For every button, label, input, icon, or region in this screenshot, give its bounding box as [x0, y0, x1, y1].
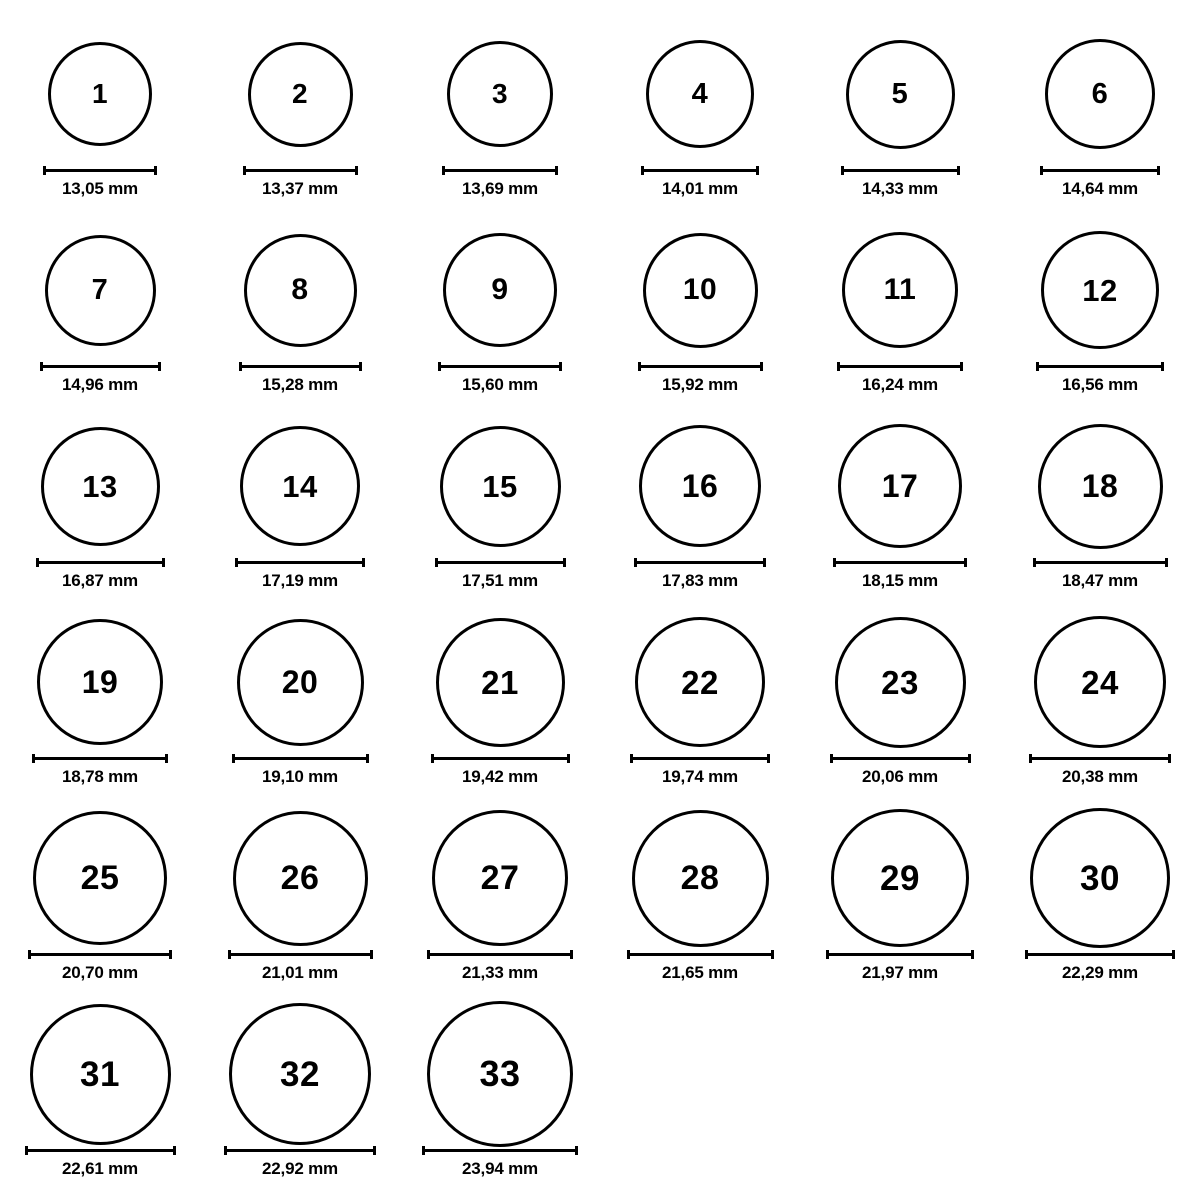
ring-size-cell — [400, 18, 600, 214]
measure-bar-icon — [638, 362, 763, 371]
measure-bar-line — [442, 169, 558, 172]
ring-size-cell — [0, 802, 200, 998]
ring-circle-wrap — [1041, 214, 1159, 366]
ring-size-number: 9 — [491, 273, 509, 306]
diameter-label: 22,29 mm — [1062, 963, 1138, 982]
ring-size-cell — [1000, 606, 1200, 802]
diameter-label: 21,65 mm — [662, 963, 738, 982]
ring-circle-wrap — [447, 18, 553, 170]
ring-size-number: 1 — [91, 78, 109, 109]
diameter-label: 20,06 mm — [862, 767, 938, 786]
ring-circle — [838, 424, 962, 548]
measure-bar-line — [837, 365, 963, 368]
ring-size-cell — [0, 214, 200, 410]
diameter-measure — [235, 558, 365, 591]
ring-size-cell — [600, 214, 800, 410]
ring-size-number: 27 — [480, 859, 520, 897]
measure-bar-icon — [28, 950, 172, 959]
measure-bar-line — [1033, 561, 1168, 564]
diameter-label: 17,51 mm — [462, 571, 538, 590]
ring-size-cell — [200, 18, 400, 214]
measure-bar-line — [239, 365, 362, 368]
ring-size-cell — [0, 998, 200, 1194]
ring-circle-wrap — [443, 214, 557, 366]
ring-size-number: 28 — [680, 859, 720, 897]
ring-size-number: 33 — [479, 1053, 521, 1094]
measure-bar-icon — [826, 950, 974, 959]
ring-circle — [1045, 39, 1155, 149]
diameter-label: 21,33 mm — [462, 963, 538, 982]
diameter-measure — [422, 1146, 578, 1179]
ring-size-cell — [600, 410, 800, 606]
ring-circle-wrap — [1030, 802, 1170, 954]
diameter-label: 18,47 mm — [1062, 571, 1138, 590]
diameter-measure — [28, 950, 172, 983]
measure-bar-line — [841, 169, 960, 172]
ring-size-number: 32 — [280, 1054, 320, 1094]
diameter-label: 20,70 mm — [62, 963, 138, 982]
ring-circle-wrap — [835, 606, 966, 758]
measure-bar-icon — [630, 754, 770, 763]
diameter-label: 15,28 mm — [262, 375, 338, 394]
measure-bar-icon — [427, 950, 573, 959]
measure-bar-line — [422, 1149, 578, 1152]
diameter-label: 18,78 mm — [62, 767, 138, 786]
ring-size-cell — [1000, 214, 1200, 410]
ring-size-number: 26 — [280, 859, 320, 897]
ring-circle-wrap — [1038, 410, 1163, 562]
measure-bar-icon — [1025, 950, 1175, 959]
measure-bar-icon — [435, 558, 566, 567]
measure-bar-line — [641, 169, 759, 172]
measure-bar-icon — [641, 166, 759, 175]
diameter-measure — [638, 362, 763, 395]
ring-circle-wrap — [635, 606, 765, 758]
diameter-label: 14,96 mm — [62, 375, 138, 394]
ring-circle-wrap — [41, 410, 160, 562]
ring-circle — [233, 811, 368, 946]
diameter-measure — [435, 558, 566, 591]
ring-circle-wrap — [846, 18, 955, 170]
measure-bar-icon — [235, 558, 365, 567]
ring-circle — [842, 232, 958, 348]
ring-size-number: 16 — [681, 468, 719, 504]
ring-circle — [1041, 231, 1159, 349]
ring-circle — [643, 233, 758, 348]
measure-bar-line — [833, 561, 967, 564]
ring-size-number: 10 — [682, 273, 718, 306]
ring-circle-wrap — [237, 606, 364, 758]
ring-size-cell — [800, 606, 1000, 802]
ring-size-number: 25 — [80, 859, 120, 897]
measure-bar-line — [1029, 757, 1171, 760]
ring-size-cell — [1000, 410, 1200, 606]
ring-circle-wrap — [838, 410, 962, 562]
diameter-label: 21,97 mm — [862, 963, 938, 982]
ring-size-cell — [600, 18, 800, 214]
diameter-measure — [841, 166, 960, 199]
ring-circle-wrap — [244, 214, 357, 366]
measure-bar-line — [627, 953, 774, 956]
diameter-measure — [431, 754, 570, 787]
measure-bar-icon — [837, 362, 963, 371]
ring-circle-wrap — [436, 606, 565, 758]
ring-size-cell — [0, 18, 200, 214]
measure-bar-line — [830, 757, 971, 760]
diameter-label: 18,15 mm — [862, 571, 938, 590]
diameter-measure — [228, 950, 373, 983]
diameter-label: 22,92 mm — [262, 1159, 338, 1178]
ring-circle-wrap — [842, 214, 958, 366]
diameter-label: 19,74 mm — [662, 767, 738, 786]
ring-size-cell — [200, 606, 400, 802]
ring-size-number: 3 — [491, 78, 509, 109]
diameter-measure — [224, 1146, 376, 1179]
measure-bar-icon — [422, 1146, 578, 1155]
ring-circle-wrap — [632, 802, 769, 954]
ring-circle — [427, 1001, 573, 1147]
ring-circle-wrap — [30, 998, 171, 1150]
ring-size-cell — [1000, 18, 1200, 214]
diameter-measure — [36, 558, 165, 591]
ring-size-cell — [400, 214, 600, 410]
diameter-label: 13,69 mm — [462, 179, 538, 198]
ring-size-cell — [400, 998, 600, 1194]
ring-size-cell — [200, 998, 400, 1194]
ring-size-number: 29 — [880, 858, 920, 898]
ring-circle — [45, 235, 156, 346]
measure-bar-line — [40, 365, 161, 368]
ring-circle-wrap — [646, 18, 754, 170]
ring-circle — [37, 619, 163, 745]
ring-size-cell — [200, 214, 400, 410]
measure-bar-icon — [224, 1146, 376, 1155]
ring-circle — [436, 618, 565, 747]
diameter-measure — [1033, 558, 1168, 591]
measure-bar-line — [1040, 169, 1160, 172]
measure-bar-line — [427, 953, 573, 956]
measure-bar-icon — [36, 558, 165, 567]
measure-bar-line — [25, 1149, 176, 1152]
measure-bar-line — [634, 561, 766, 564]
ring-size-number: 18 — [1081, 468, 1119, 504]
measure-bar-line — [32, 757, 168, 760]
ring-size-number: 30 — [1080, 858, 1120, 898]
ring-size-cell — [800, 410, 1000, 606]
diameter-measure — [826, 950, 974, 983]
diameter-measure — [830, 754, 971, 787]
diameter-label: 21,01 mm — [262, 963, 338, 982]
ring-circle — [831, 809, 969, 947]
ring-circle — [846, 40, 955, 149]
diameter-measure — [40, 362, 161, 395]
ring-size-number: 19 — [81, 664, 119, 700]
measure-bar-line — [243, 169, 358, 172]
measure-bar-line — [438, 365, 562, 368]
ring-circle-wrap — [233, 802, 368, 954]
ring-size-cell — [400, 606, 600, 802]
ring-size-number: 2 — [291, 78, 309, 109]
diameter-label: 20,38 mm — [1062, 767, 1138, 786]
ring-size-cell — [400, 802, 600, 998]
measure-bar-icon — [32, 754, 168, 763]
measure-bar-icon — [239, 362, 362, 371]
ring-size-number: 17 — [881, 468, 919, 504]
ring-circle-wrap — [639, 410, 761, 562]
diameter-label: 14,01 mm — [662, 179, 738, 198]
measure-bar-line — [630, 757, 770, 760]
ring-size-number: 11 — [883, 273, 917, 306]
ring-size-cell — [600, 802, 800, 998]
ring-circle — [443, 233, 557, 347]
ring-size-number: 23 — [881, 663, 919, 701]
measure-bar-icon — [40, 362, 161, 371]
diameter-measure — [833, 558, 967, 591]
measure-bar-line — [28, 953, 172, 956]
measure-bar-icon — [243, 166, 358, 175]
ring-circle-wrap — [432, 802, 568, 954]
measure-bar-line — [232, 757, 369, 760]
measure-bar-icon — [634, 558, 766, 567]
ring-circle — [229, 1003, 371, 1145]
measure-bar-icon — [431, 754, 570, 763]
ring-circle — [244, 234, 357, 347]
diameter-label: 16,87 mm — [62, 571, 138, 590]
ring-size-cell — [400, 410, 600, 606]
measure-bar-icon — [627, 950, 774, 959]
ring-size-number: 8 — [291, 273, 309, 306]
measure-bar-line — [1025, 953, 1175, 956]
ring-size-number: 5 — [891, 77, 909, 110]
diameter-label: 19,10 mm — [262, 767, 338, 786]
measure-bar-icon — [1040, 166, 1160, 175]
measure-bar-icon — [438, 362, 562, 371]
ring-circle — [447, 41, 553, 147]
ring-circle-wrap — [643, 214, 758, 366]
diameter-label: 22,61 mm — [62, 1159, 138, 1178]
measure-bar-icon — [833, 558, 967, 567]
ring-size-number: 24 — [1081, 663, 1119, 701]
diameter-measure — [442, 166, 558, 199]
ring-circle-wrap — [248, 18, 353, 170]
diameter-measure — [1036, 362, 1164, 395]
diameter-measure — [627, 950, 774, 983]
ring-circle — [237, 619, 364, 746]
diameter-label: 16,56 mm — [1062, 375, 1138, 394]
ring-size-number: 22 — [681, 663, 719, 701]
diameter-label: 15,92 mm — [662, 375, 738, 394]
diameter-label: 14,33 mm — [862, 179, 938, 198]
ring-size-number: 13 — [82, 468, 118, 504]
measure-bar-icon — [1036, 362, 1164, 371]
diameter-measure — [43, 166, 157, 199]
measure-bar-line — [638, 365, 763, 368]
diameter-measure — [837, 362, 963, 395]
diameter-label: 15,60 mm — [462, 375, 538, 394]
ring-circle-wrap — [37, 606, 163, 758]
ring-size-number: 14 — [282, 468, 318, 504]
ring-circle — [1030, 808, 1170, 948]
diameter-measure — [1025, 950, 1175, 983]
measure-bar-line — [36, 561, 165, 564]
diameter-measure — [634, 558, 766, 591]
diameter-label: 23,94 mm — [462, 1159, 538, 1178]
ring-size-number: 7 — [91, 273, 109, 306]
diameter-label: 17,19 mm — [262, 571, 338, 590]
diameter-measure — [438, 362, 562, 395]
diameter-measure — [427, 950, 573, 983]
ring-circle-wrap — [1034, 606, 1166, 758]
ring-size-cell — [200, 802, 400, 998]
diameter-measure — [1040, 166, 1160, 199]
measure-bar-icon — [1033, 558, 1168, 567]
ring-circle — [48, 42, 152, 146]
ring-circle — [41, 427, 160, 546]
ring-circle-wrap — [48, 18, 152, 170]
ring-size-cell — [800, 802, 1000, 998]
diameter-measure — [630, 754, 770, 787]
ring-size-number: 6 — [1091, 77, 1109, 110]
diameter-label: 19,42 mm — [462, 767, 538, 786]
measure-bar-icon — [841, 166, 960, 175]
ring-circle — [632, 810, 769, 947]
measure-bar-line — [228, 953, 373, 956]
measure-bar-line — [235, 561, 365, 564]
diameter-measure — [1029, 754, 1171, 787]
diameter-label: 14,64 mm — [1062, 179, 1138, 198]
ring-size-number: 20 — [281, 664, 319, 700]
ring-size-cell — [600, 606, 800, 802]
ring-circle-wrap — [440, 410, 561, 562]
measure-bar-line — [1036, 365, 1164, 368]
ring-circle — [432, 810, 568, 946]
diameter-measure — [25, 1146, 176, 1179]
measure-bar-line — [43, 169, 157, 172]
ring-circle — [1038, 424, 1163, 549]
ring-size-cell — [0, 410, 200, 606]
diameter-measure — [641, 166, 759, 199]
ring-circle — [639, 425, 761, 547]
ring-circle — [635, 617, 765, 747]
measure-bar-icon — [442, 166, 558, 175]
ring-size-number: 4 — [691, 77, 709, 110]
ring-circle-wrap — [1045, 18, 1155, 170]
ring-circle-wrap — [33, 802, 167, 954]
measure-bar-line — [826, 953, 974, 956]
ring-circle-wrap — [427, 998, 573, 1150]
ring-circle — [30, 1004, 171, 1145]
measure-bar-line — [435, 561, 566, 564]
measure-bar-line — [224, 1149, 376, 1152]
ring-circle — [1034, 616, 1166, 748]
measure-bar-icon — [1029, 754, 1171, 763]
diameter-measure — [32, 754, 168, 787]
ring-circle — [440, 426, 561, 547]
ring-size-cell — [800, 18, 1000, 214]
ring-size-grid — [0, 18, 1200, 1194]
diameter-measure — [232, 754, 369, 787]
ring-size-cell — [0, 606, 200, 802]
diameter-label: 13,37 mm — [262, 179, 338, 198]
ring-size-cell — [1000, 802, 1200, 998]
measure-bar-icon — [228, 950, 373, 959]
ring-circle-wrap — [229, 998, 371, 1150]
measure-bar-icon — [43, 166, 157, 175]
diameter-label: 13,05 mm — [62, 179, 138, 198]
ring-circle-wrap — [240, 410, 360, 562]
measure-bar-icon — [232, 754, 369, 763]
ring-circle — [835, 617, 966, 748]
ring-circle — [646, 40, 754, 148]
ring-circle — [33, 811, 167, 945]
ring-circle-wrap — [831, 802, 969, 954]
ring-size-number: 12 — [1082, 272, 1118, 308]
measure-bar-icon — [830, 754, 971, 763]
ring-size-number: 15 — [482, 468, 518, 504]
measure-bar-line — [431, 757, 570, 760]
diameter-label: 17,83 mm — [662, 571, 738, 590]
ring-circle — [240, 426, 360, 546]
measure-bar-icon — [25, 1146, 176, 1155]
ring-size-cell — [200, 410, 400, 606]
ring-size-number: 31 — [80, 1054, 120, 1094]
ring-circle — [248, 42, 353, 147]
ring-size-cell — [800, 214, 1000, 410]
ring-size-number: 21 — [481, 663, 519, 701]
diameter-measure — [243, 166, 358, 199]
diameter-label: 16,24 mm — [862, 375, 938, 394]
ring-circle-wrap — [45, 214, 156, 366]
diameter-measure — [239, 362, 362, 395]
